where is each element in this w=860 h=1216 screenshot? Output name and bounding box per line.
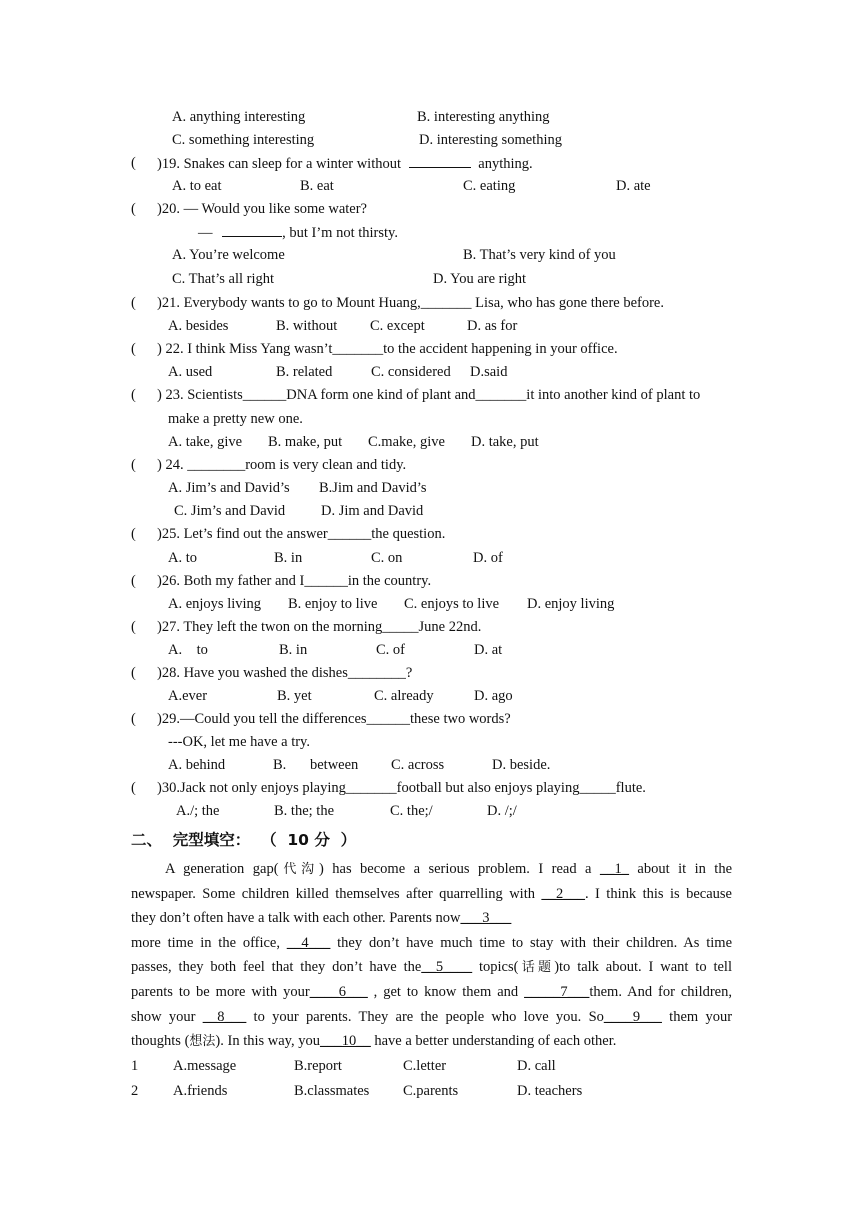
q24-option-b: B.Jim and David’s [319, 480, 427, 496]
q27-stem: )27. They left the twon on the morning_____June 22nd. [157, 619, 482, 635]
q26-option-a: A. enjoys living [168, 596, 262, 612]
q26-stem: )26. Both my father and I______in the country. [157, 573, 432, 589]
q22-option-d: D.said [470, 364, 508, 380]
q26-paren: ( [131, 573, 136, 589]
q27-option-c: C. of [376, 642, 405, 658]
q20-stem: )20. — Would you like some water? [157, 201, 367, 217]
q22-stem: ) 22. I think Miss Yang wasn’t_______to the accident happening in your office. [157, 341, 618, 357]
q28-stem: )28. Have you washed the dishes________? [157, 665, 413, 681]
passage-text: )to talk about. I want to tell [554, 959, 732, 976]
q29-option-c: C. across [391, 757, 445, 773]
answer-2-option-c: C.parents [403, 1083, 459, 1099]
q21-option-a: A. besides [168, 318, 229, 334]
blank-8: __8___ [202, 1008, 247, 1025]
q30-paren: ( [131, 780, 136, 796]
q24-paren: ( [131, 457, 136, 473]
q27-paren: ( [131, 619, 136, 635]
q25-stem: )25. Let’s find out the answer______the question. [157, 526, 446, 542]
q29-stem: )29.—Could you tell the differences______these two words? [157, 711, 511, 727]
passage-text: show your [131, 1008, 196, 1025]
q19-text-b: anything. [478, 156, 533, 172]
q29-option-b: between [310, 757, 359, 773]
q26-option-c: C. enjoys to live [404, 596, 500, 612]
passage-line-8 [131, 1029, 732, 1054]
q18-option-c: C. something interesting [172, 132, 315, 148]
q29-stem-cont: ---OK, let me have a try. [168, 734, 310, 750]
q18-option-a: A. anything interesting [172, 109, 306, 125]
passage-line-6 [131, 980, 732, 1005]
passage-text: parents to be more with your [131, 983, 310, 1000]
q19-paren: ( [131, 155, 136, 171]
q19-option-d: D. ate [616, 178, 651, 194]
q22-option-a: A. used [168, 364, 213, 380]
q25-option-b: B. in [274, 550, 303, 566]
q22-option-c: C. considered [371, 364, 451, 380]
passage-text: them your [669, 1008, 733, 1025]
passage-line-7 [131, 1005, 732, 1030]
blank-1: __1_ [599, 861, 629, 877]
q30-option-a: A./; the [176, 803, 220, 819]
passage-text: ). In this way, you [215, 1033, 320, 1050]
q30-option-d: D. /;/ [487, 803, 517, 819]
q28-option-a: A.ever [168, 688, 208, 704]
q24-option-d: D. Jim and David [321, 503, 424, 519]
q29-option-b-letter: B. [273, 757, 287, 773]
passage-text: thoughts ( [131, 1033, 190, 1050]
q18-option-d: D. interesting something [419, 132, 562, 148]
section-2-heading: 二、 完型填空： （ 10 分 ） [131, 831, 357, 849]
q21-paren: ( [131, 295, 136, 311]
passage-line-2 [131, 882, 732, 907]
q25-paren: ( [131, 526, 136, 542]
passage-text: have a better understanding of each other. [374, 1033, 617, 1050]
answer-1-option-a: A.message [173, 1058, 237, 1074]
passage-text: about it in the [637, 861, 733, 877]
q20-paren: ( [131, 201, 136, 217]
answer-2-number: 2 [131, 1083, 139, 1099]
passage-text: more time in the office, [131, 934, 280, 951]
answer-2-option-b: B.classmates [294, 1083, 370, 1099]
q19-text-a: )19. Snakes can sleep for a winter without [157, 156, 402, 172]
answer-1-option-d: D. call [517, 1058, 556, 1074]
blank-4: __4___ [286, 934, 331, 951]
passage-text: they don’t often have a talk with each other. Parents now [131, 910, 461, 927]
passage-line-5 [131, 955, 732, 980]
q19-option-c: C. eating [463, 178, 516, 194]
q25-option-a: A. to [168, 550, 197, 566]
passage-text: passes, they both feel that they don’t have the [131, 959, 422, 976]
blank-9: ____9___ [603, 1008, 662, 1025]
q23-option-b: B. make, put [268, 434, 343, 450]
q23-paren: ( [131, 387, 136, 403]
q28-option-c: C. already [374, 688, 434, 704]
answer-2-option-d: D. teachers [517, 1083, 583, 1099]
q20-option-d: D. You are right [433, 271, 527, 287]
q30-option-c: C. the;/ [390, 803, 433, 819]
passage-text: . I think this is because [584, 885, 732, 902]
q20-reply-dash: — [198, 225, 213, 241]
q21-option-d: D. as for [467, 318, 518, 334]
passage-text: ) has become a serious problem. I read a [319, 861, 592, 877]
q25-option-d: D. of [473, 550, 503, 566]
q23-option-a: A. take, give [168, 434, 243, 450]
q28-paren: ( [131, 665, 136, 681]
q20-reply-text: , but I’m not thirsty. [282, 225, 398, 241]
cloze-passage [131, 857, 732, 1054]
q28-option-d: D. ago [474, 688, 513, 704]
q25-option-c: C. on [371, 550, 403, 566]
q19-stem [157, 154, 533, 173]
q27-option-a: A. to [168, 642, 208, 658]
q22-paren: ( [131, 341, 136, 357]
blank-7: _____7___ [524, 983, 590, 1000]
passage-line-3 [131, 906, 732, 931]
passage-line-1 [131, 857, 732, 882]
q20-option-c: C. That’s all right [172, 271, 275, 287]
q24-stem: ) 24. ________room is very clean and tidy. [157, 457, 407, 473]
q29-paren: ( [131, 711, 136, 727]
passage-line-4 [131, 931, 732, 956]
q29-option-d: D. beside. [492, 757, 551, 773]
q24-option-c: C. Jim’s and David [174, 503, 286, 519]
blank-6: ____6___ [309, 983, 368, 1000]
blank-10: ___10__ [320, 1033, 371, 1050]
q30-stem: )30.Jack not only enjoys playing_______football but also enjoys playing_____flute. [157, 780, 646, 796]
q23-stem: ) 23. Scientists______DNA form one kind of plant and_______it into another kind of plant to [157, 387, 701, 403]
q21-stem: )21. Everybody wants to go to Mount Huang,_______ Lisa, who has gone there before. [157, 295, 664, 311]
q27-option-d: D. at [474, 642, 503, 658]
q19-blank [409, 154, 471, 168]
blank-5: __5____ [421, 959, 473, 976]
q19-option-a: A. to eat [172, 178, 222, 194]
q23-option-c: C.make, give [368, 434, 445, 450]
passage-text: they don’t have much time to stay with their children. As time [337, 934, 733, 951]
passage-text: them. And for children, [589, 983, 732, 1000]
answer-2-option-a: A.friends [173, 1083, 228, 1099]
blank-2: __2___ [541, 885, 585, 902]
passage-text: , get to know them and [373, 983, 519, 1000]
q20-option-b: B. That’s very kind of you [463, 247, 616, 263]
q23-option-d: D. take, put [471, 434, 539, 450]
q30-option-b: B. the; the [274, 803, 335, 819]
answer-1-option-b: B.report [294, 1058, 342, 1074]
q22-option-b: B. related [276, 364, 333, 380]
q21-option-b: B. without [276, 318, 338, 334]
passage-text: topics( [478, 959, 519, 976]
passage-chinese: 想法 [189, 1034, 216, 1050]
q19-option-b: B. eat [300, 178, 334, 194]
q26-option-b: B. enjoy to live [288, 596, 378, 612]
q21-option-c: C. except [370, 318, 425, 334]
q26-option-d: D. enjoy living [527, 596, 615, 612]
q28-option-b: B. yet [277, 688, 312, 704]
answer-1-number: 1 [131, 1058, 139, 1074]
q18-option-b: B. interesting anything [417, 109, 550, 125]
q27-option-b: B. in [279, 642, 308, 658]
q23-stem-cont: make a pretty new one. [168, 411, 303, 427]
q20-blank [222, 223, 282, 237]
passage-text: A generation gap( [165, 861, 279, 877]
passage-chinese: 话题 [518, 960, 555, 976]
answer-1-option-c: C.letter [403, 1058, 447, 1074]
passage-text: newspaper. Some children killed themselves after quarrelling with [131, 885, 535, 902]
passage-text: to your parents. They are the people who love you. So [253, 1008, 604, 1025]
q29-option-a: A. behind [168, 757, 226, 773]
blank-3: ___3___ [460, 910, 512, 927]
q20-option-a: A. You’re welcome [172, 247, 285, 263]
q20-reply [198, 223, 398, 242]
q24-option-a: A. Jim’s and David’s [168, 480, 290, 496]
passage-chinese: 代沟 [278, 862, 319, 877]
